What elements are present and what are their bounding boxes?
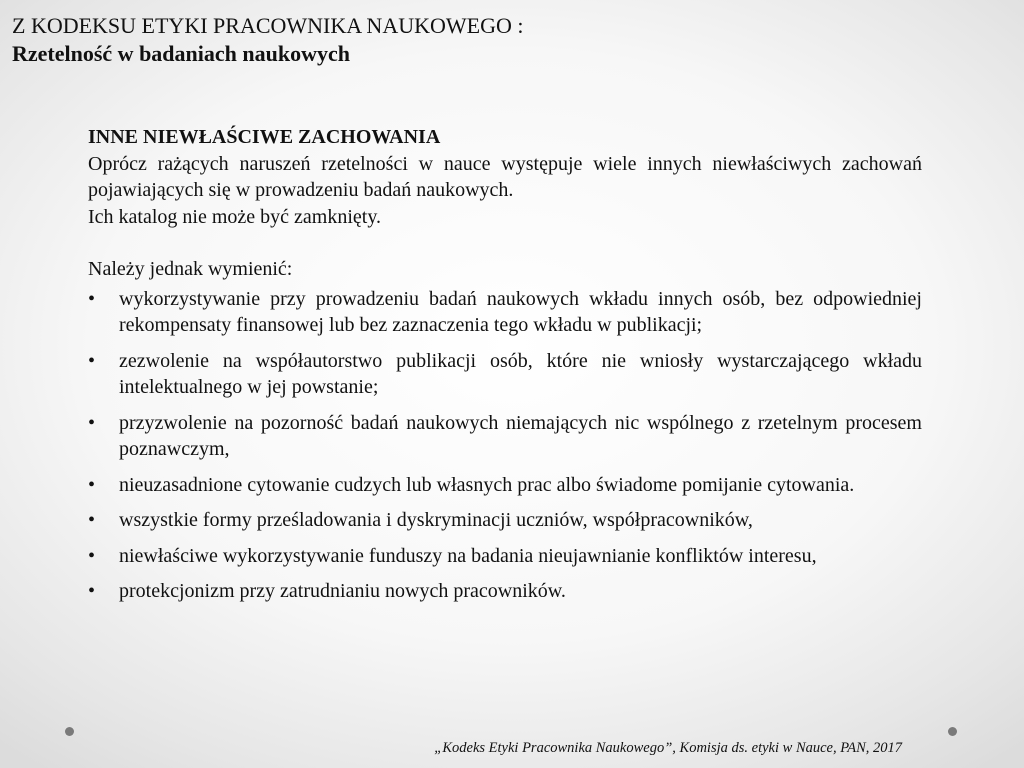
list-item <box>88 472 922 499</box>
bullet-text: niewłaściwe wykorzystywanie funduszy na badania nieujawnianie konfliktów interesu, <box>119 544 817 567</box>
slide-subtitle: Rzetelność w badaniach naukowych <box>12 41 350 66</box>
bullet-icon: • <box>88 509 96 531</box>
bullet-icon: • <box>88 544 96 567</box>
bullet-text: wszystkie formy prześladowania i dyskryminacji uczniów, współpracowników, <box>119 509 753 531</box>
list-item <box>88 348 922 401</box>
intro-paragraph: Oprócz rażących naruszeń rzetelności w nauce występuje wiele innych niewłaściwych zachowań pojawiających się w prowadzeniu badań naukowych. <box>88 152 922 201</box>
bullet-icon: • <box>88 580 96 602</box>
bullet-icon: • <box>88 473 96 496</box>
bullet-icon: • <box>88 349 96 372</box>
catalog-note: Ich katalog nie może być zamknięty. <box>88 205 382 228</box>
bullet-text: zezwolenie na współautorstwo publikacji osób, które nie wniosły wystarczającego wkładu intelektualnego w jej powstanie; <box>119 349 922 398</box>
list-item <box>88 578 922 605</box>
slide-title: Z KODEKSU ETYKI PRACOWNIKA NAUKOWEGO : <box>12 13 524 38</box>
bullet-icon: • <box>88 411 96 434</box>
lead-text: Należy jednak wymienić: <box>88 258 293 280</box>
bullet-icon: • <box>88 287 96 310</box>
section-heading: INNE NIEWŁAŚCIWE ZACHOWANIA <box>88 126 441 148</box>
slide-header <box>12 12 1002 68</box>
decorative-dot-right-icon <box>948 727 957 736</box>
bullet-text: przyzwolenie na pozorność badań naukowych niemających nic wspólnego z rzetelnym procesem poznawczym, <box>119 411 922 460</box>
list-item <box>88 410 922 463</box>
paragraph-spacer <box>88 230 922 256</box>
list-item <box>88 543 922 570</box>
bullet-text: protekcjonizm przy zatrudnianiu nowych pracowników. <box>119 580 566 602</box>
list-item <box>88 286 922 339</box>
slide-content <box>88 124 922 614</box>
bullet-text: wykorzystywanie przy prowadzeniu badań naukowych wkładu innych osób, bez odpowiedniej rekompensaty finansowej lub bez zaznaczenia tego wkładu w publikacji; <box>119 287 922 336</box>
source-citation: „Kodeks Etyki Pracownika Naukowego”, Komisja ds. etyki w Nauce, PAN, 2017 <box>434 740 902 756</box>
bullet-list <box>88 286 922 605</box>
decorative-dot-left-icon <box>65 727 74 736</box>
bullet-text: nieuzasadnione cytowanie cudzych lub własnych prac albo świadome pomijanie cytowania. <box>119 473 855 496</box>
list-item <box>88 507 922 534</box>
